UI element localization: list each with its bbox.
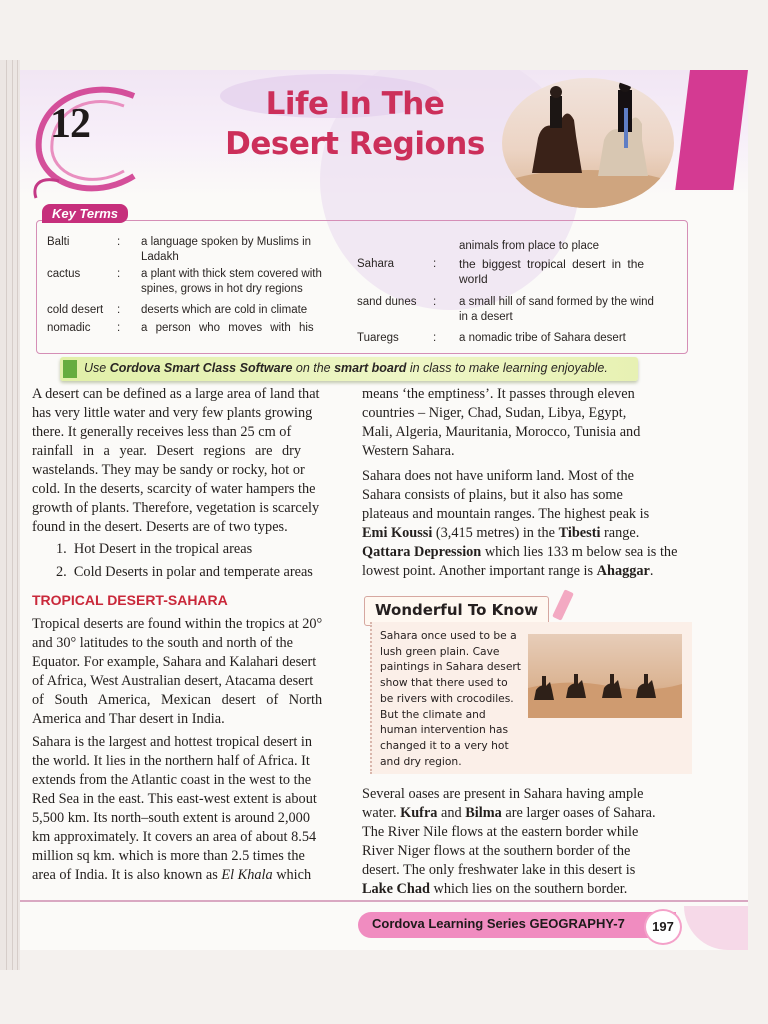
chapter-title-line2: Desert Regions — [225, 126, 485, 162]
key-term-colon: : — [117, 322, 121, 334]
paragraph-line: A desert can be defined as a large area of land that — [32, 386, 320, 402]
chapter-title-line1: Life In The — [265, 86, 445, 122]
footer-rule — [20, 900, 748, 902]
chapter-number: 12 — [50, 101, 90, 147]
paragraph-line: Tropical deserts are found within the tropics at 20° — [32, 616, 323, 632]
paragraph-line: plateaus and mountain ranges. The highest peak is — [362, 506, 650, 522]
key-term-colon: : — [117, 236, 121, 248]
paragraph-line: km approximately. It covers an area of about 8.54 — [32, 829, 317, 845]
paragraph-line: Sahara is the largest and hottest tropical desert in — [32, 734, 313, 750]
chapter-title — [220, 84, 490, 164]
key-term-colon: : — [433, 258, 437, 270]
key-term: Tuaregs — [357, 332, 399, 344]
smartboard-icon — [63, 360, 77, 378]
paragraph-line: wastelands. They may be sandy or rocky, hot or — [32, 462, 305, 478]
key-term-definition: a language spoken by Muslims in Ladakh — [141, 236, 312, 263]
paragraph-line: countries – Niger, Chad, Sudan, Libya, Egypt, — [362, 405, 627, 421]
key-term-colon: : — [117, 268, 121, 280]
key-term-definition: a plant with thick stem covered with spines, grows in hot dry regions — [141, 268, 322, 295]
page-binding-edge — [0, 60, 20, 970]
key-term: cold desert — [47, 304, 104, 316]
paragraph-line: water. Kufra and Bilma are larger oases of Sahara. — [362, 805, 656, 821]
key-term: Balti — [47, 236, 70, 248]
paragraph-line: rainfall in a year. Desert regions are dry — [32, 443, 302, 459]
camel-caravan-photo — [528, 634, 682, 718]
list-item: 2. Cold Deserts in polar and temperate areas — [56, 564, 313, 580]
key-term-colon: : — [433, 296, 437, 308]
smart-class-banner — [60, 357, 638, 381]
key-term-definition: a person who moves with his — [141, 322, 314, 334]
paragraph-line: there. It generally receives less than 25 cm of — [32, 424, 292, 440]
key-term-row — [47, 303, 351, 318]
paragraph-line: million sq km. which is more than 2.5 times the — [32, 848, 305, 864]
key-term-colon: : — [117, 304, 121, 316]
pencil-icon — [552, 589, 574, 620]
key-term-row — [47, 267, 351, 297]
key-term-definition: deserts which are cold in climate — [141, 304, 308, 316]
series-title: Cordova Learning Series GEOGRAPHY-7 — [372, 916, 625, 931]
paragraph-line: extends from the Atlantic coast in the west to the — [32, 772, 312, 788]
key-term: sand dunes — [357, 296, 417, 308]
key-terms-label: Key Terms — [42, 204, 128, 223]
paragraph-line: cold. In the deserts, scarcity of water hampers the — [32, 481, 316, 497]
paragraph-line: Qattara Depression which lies 133 m below sea is the — [362, 544, 678, 560]
footer-corner-decoration — [684, 906, 748, 950]
key-term: nomadic — [47, 322, 91, 334]
wonderful-text: Sahara once used to be a lush green plain. Cave paintings in Sahara desert show that there used to be rivers with crocodiles. But the climate and human intervention has changed it to a very hot and dry region. — [380, 629, 521, 768]
paragraph-line: Lake Chad which lies on the southern border. — [362, 881, 628, 897]
paragraph-line: River Niger flows at the southern border of the — [362, 843, 631, 859]
paragraph-line: Mali, Algeria, Mauritania, Morocco, Tunisia and — [362, 424, 641, 440]
paragraph-line: area of India. It is also known as El Khala which — [32, 867, 312, 883]
paragraph-line: The River Nile flows at the eastern border while — [362, 824, 639, 840]
section-heading: TROPICAL DESERT-SAHARA — [32, 592, 228, 608]
key-term-colon: : — [433, 332, 437, 344]
key-term-row — [357, 257, 685, 287]
page-number: 197 — [644, 909, 682, 945]
paragraph-line: Emi Koussi (3,415 metres) in the Tibesti range. — [362, 525, 640, 541]
paragraph-line: of South America, Mexican desert of North — [32, 692, 323, 708]
paragraph-line: Sahara does not have uniform land. Most of the — [362, 468, 634, 484]
paragraph-line: Western Sahara. — [362, 443, 455, 459]
paragraph-line: growth of plants. Therefore, vegetation is scarcely — [32, 500, 320, 516]
key-term-definition: the biggest tropical desert in the world — [459, 257, 645, 286]
wonderful-to-know-title: Wonderful To Know — [364, 596, 549, 626]
paragraph-line: of Africa, West Australian desert, Atacama desert — [32, 673, 314, 689]
paragraph-line: desert. The only freshwater lake in this desert is — [362, 862, 636, 878]
paragraph-line: America and Thar desert in India. — [32, 711, 225, 727]
textbook-page — [20, 70, 748, 950]
paragraph-line: found in the desert. Deserts are of two types. — [32, 519, 288, 535]
wonderful-to-know-box — [370, 622, 692, 774]
camel-rider-photo — [502, 78, 674, 208]
key-term-row — [47, 321, 351, 336]
paragraph-line: lowest point. Another important range is Ahaggar. — [362, 563, 654, 579]
key-term-definition: a nomadic tribe of Sahara desert — [459, 332, 626, 344]
paragraph-line: 5,500 km. Its north–south extent is around 2,000 — [32, 810, 310, 826]
paragraph-line: has very little water and very few plants growing — [32, 405, 313, 421]
key-term-row — [357, 331, 685, 346]
key-term-row — [47, 235, 351, 265]
paragraph-line: and 30° latitudes to the south and north of the — [32, 635, 294, 651]
key-term-definition: a small hill of sand formed by the wind in a desert — [459, 296, 654, 323]
key-term-row — [357, 295, 689, 325]
paragraph-line: Sahara consists of plains, but it also has some — [362, 487, 623, 503]
paragraph-line: Red Sea in the east. This east-west extent is about — [32, 791, 317, 807]
key-term: cactus — [47, 268, 81, 280]
key-terms-box — [36, 220, 688, 354]
paragraph-line: Equator. For example, Sahara and Kalahari desert — [32, 654, 317, 670]
list-item: 1. Hot Desert in the tropical areas — [56, 541, 253, 557]
banner-text: Use Cordova Smart Class Software on the smart board in class to make learning enjoyable. — [84, 361, 608, 375]
key-term-continuation: animals from place to place — [459, 240, 599, 252]
paragraph-line: the world. It lies in the northern half of Africa. It — [32, 753, 310, 769]
paragraph-line: means ‘the emptiness’. It passes through eleven — [362, 386, 635, 402]
key-term: Sahara — [357, 258, 395, 270]
paragraph-line: Several oases are present in Sahara having ample — [362, 786, 644, 802]
